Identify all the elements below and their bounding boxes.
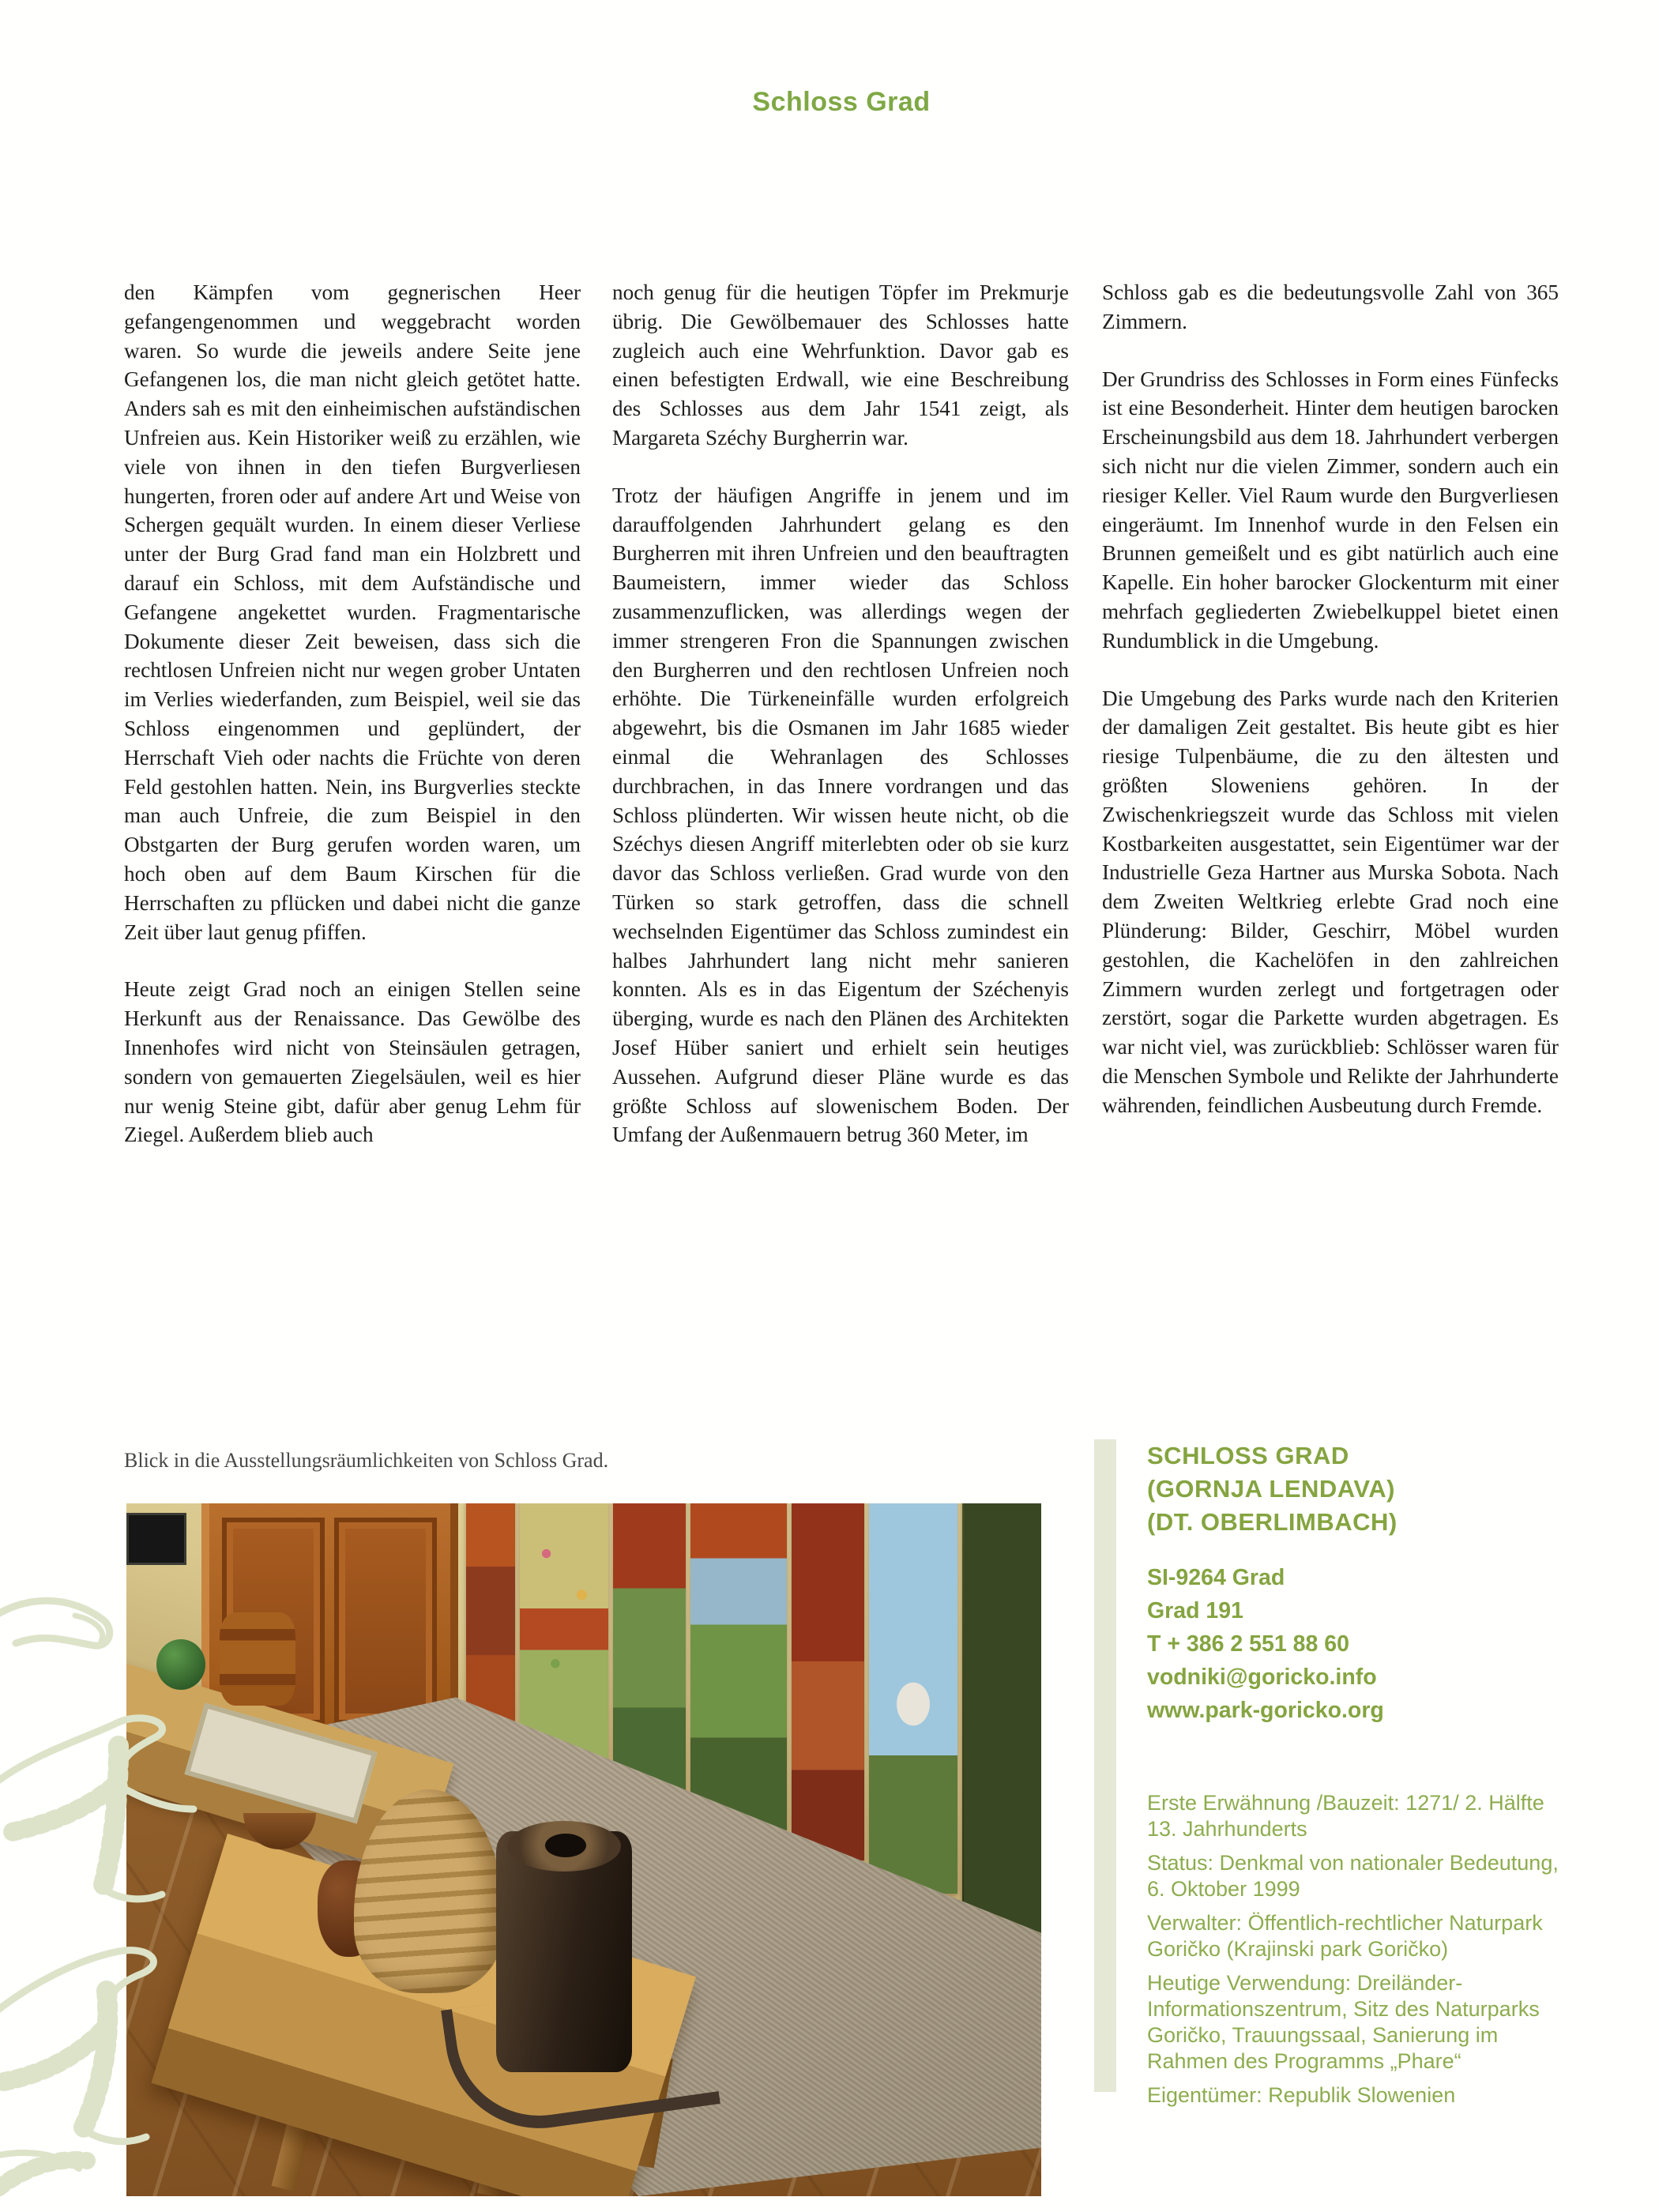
photo-smoker-opening [545, 1834, 586, 1857]
infobox-title-line: SCHLOSS GRAD [1147, 1442, 1349, 1469]
infobox-contacts [1147, 1561, 1601, 1727]
photo-tv-screen [126, 1513, 186, 1565]
infobox-title-line: (DT. OBERLIMBACH) [1147, 1508, 1398, 1536]
paragraph: Die Umgebung des Parks wurde nach den Kriterien der damaligen Zeit gestaltet. Bis heute gibt es hier riesige Tulpenbäume, die zu den ältesten und größten Sloweniens gehören. In der Zwischenkriegszeit wurde das Schloss mit vielen Kostbarkeiten ausgestattet, sein Eigentümer war der Industrielle Geza Hartner aus Murska Sobota. Nach dem Zweiten Weltkrieg erlebte Grad noch eine Plünderung: Bilder, Geschirr, Möbel wurden gestohlen, die Kachelöfen in den zahlreichen Zimmern wurden zerlegt und fortgetragen oder zerstört, sogar die Parkette wurden abgetragen. Es war nicht viel, was zurückblieb: Schlösser waren für die Menschen Symbole und Relikte der Jahrhunderte währenden, feindlichen Ausbeutung durch Fremde. [1102, 686, 1559, 1117]
exhibition-photo [126, 1503, 1041, 2196]
infobox-accent-bar [1094, 1439, 1116, 2092]
infobox-website: www.park-goricko.org [1147, 1698, 1384, 1723]
paragraph: Schloss gab es die bedeutungsvolle Zahl von 365 Zimmern. [1102, 280, 1559, 333]
infobox-title-line: (GORNJA LENDAVA) [1147, 1475, 1395, 1503]
infobox-detail-status: Status: Denkmal von nationaler Bedeutung, 6. Oktober 1999 [1147, 1851, 1559, 1901]
article-column-1 [124, 278, 581, 1149]
photo-panel [869, 1503, 957, 1894]
infobox-detail-administrator: Verwalter: Öffentlich-rechtlicher Naturpark Goričko (Krajinski park Goričko) [1147, 1911, 1543, 1961]
photo-barrel [220, 1612, 295, 1706]
margin-claw-sketch [0, 1691, 198, 1951]
infobox-detail-current-use: Heutige Verwendung: Dreiländer-Informationszentrum, Sitz des Naturparks Goričko, Trauungssaal, Sanierung im Rahmen des Programms „Phare“ [1147, 1971, 1540, 2073]
infobox-detail-owner: Eigentümer: Republik Slowenien [1147, 2083, 1456, 2107]
infobox-address-line: SI-9264 Grad [1147, 1565, 1285, 1590]
photo-door-leaf [334, 1518, 437, 1725]
photo-panel [613, 1503, 686, 1797]
paragraph: den Kämpfen vom gegnerischen Heer gefangengenommen und weggebracht worden waren. So wurde die jeweils andere Seite jene Gefangenen los, die man nicht gleich getötet hatte. Anders sah es mit den einheimischen aufständischen Unfreien aus. Kein Historiker weiß zu erzählen, wie viele von ihnen in den tiefen Burgverliesen hungerten, froren oder auf andere Art und Weise von Schergen gequält wurden. In einem dieser Verliese unter der Burg Grad fand man ein Holzbrett und darauf ein Schloss, mit dem Aufständische und Gefangene angekettet wurden. Fragmentarische Dokumente dieser Zeit beweisen, dass sich die rechtlosen Unfreien nicht nur wegen grober Untaten im Verlies wiederfanden, zum Beispiel, weil sie das Schloss eingenommen und geplündert, der Herrschaft Vieh oder nachts die Früchte von deren Feld gestohlen hatten. Nein, ins Burgverlies steckte man auch Unfreie, die zum Beispiel in den Obstgarten der Burg gerufen worden waren, um hoch oben auf dem Baum Kirschen für die Herrschaften zu pflücken und dabei nicht die ganze Zeit über laut genug pfiffen. [124, 280, 581, 944]
paragraph: Heute zeigt Grad noch an einigen Stellen seine Herkunft aus der Renaissance. Das Gewölbe des Innenhofes wird nicht von Steinsäulen getragen, sondern von gemauerten Ziegelsäulen, weil es hier nur wenig Steine gibt, dafür aber genug Lehm für Ziegel. Außerdem blieb auch [124, 977, 581, 1147]
article-column-2 [612, 278, 1069, 1149]
infobox-title [1147, 1439, 1601, 1539]
infobox-address-line: Grad 191 [1147, 1598, 1243, 1623]
infobox-details [1147, 1790, 1578, 2109]
infobox [1147, 1439, 1601, 2116]
margin-claw-sketch [0, 1576, 126, 1702]
photo-caption: Blick in die Ausstellungsräumlichkeiten von Schloss Grad. [124, 1449, 609, 1472]
page-title: Schloss Grad [752, 87, 931, 117]
paragraph: Trotz der häufigen Angriffe in jenem und im darauffolgenden Jahrhundert gelang es den Burgherren mit ihren Unfreien und den beauftragten Baumeistern, immer wieder das Schloss zusammenzuflicken, was allerdings wegen der immer strengeren Fron die Spannungen zwischen den Burgherren und den rechtlosen Unfreien noch erhöhte. Die Türkeneinfälle wurden erfolgreich abgewehrt, bis die Osmanen im Jahr 1685 wieder einmal die Wehranlagen des Schlosses durchbrachen, in das Innere vordrangen und das Schloss plünderten. Wir wissen heute nicht, ob die Széchys diesen Angriff miterlebten oder ob sie kurz davor das Schloss verließen. Grad wurde von den Türken so stark getroffen, dass die schnell wechselnden Eigentümer das Schloss zumindest ein halbes Jahrhundert lang nicht mehr sanieren konnten. Als es in das Eigentum der Széchenyis überging, wurde es nach den Plänen des Architekten Josef Hüber saniert und erhielt sein heutiges Aussehen. Aufgrund dieser Pläne wurde es das größte Schloss auf slowenischem Boden. Der Umfang der Außenmauern betrug 360 Meter, im [612, 483, 1069, 1147]
infobox-phone: T + 386 2 551 88 60 [1147, 1631, 1349, 1657]
photo-panel [792, 1503, 864, 1860]
margin-claw-sketch [0, 2125, 103, 2212]
photo-panel [690, 1503, 787, 1830]
infobox-detail-first-mention: Erste Erwähnung /Bauzeit: 1271/ 2. Hälfte 13. Jahrhunderts [1147, 1791, 1544, 1841]
photo-green-pot [156, 1639, 205, 1690]
infobox-email: vodniki@goricko.info [1147, 1665, 1377, 1690]
article-column-3 [1102, 278, 1559, 1120]
paragraph: Der Grundriss des Schlosses in Form eines Fünfecks ist eine Besonderheit. Hinter dem heutigen barocken Erscheinungsbild aus dem 18. Jahrhundert verbergen sich nicht nur die vielen Zimmer, sondern auch ein riesiger Keller. Viel Raum wurde den Burgverliesen eingeräumt. Im Innenhof wurde in den Felsen ein Brunnen gemeißelt und es gibt natürlich auch eine Kapelle. Ein hoher barocker Glockenturm mit einer mehrfach gegliederten Zwiebelkuppel bietet einen Rundumblick in die Umgebung. [1102, 367, 1559, 653]
paragraph: noch genug für die heutigen Töpfer im Prekmurje übrig. Die Gewölbemauer des Schlosses hatte zugleich auch eine Wehrfunktion. Davor gab es einen befestigten Erdwall, wie eine Beschreibung des Schlosses aus dem Jahr 1541 zeigt, als Margareta Széchy Burgherrin war. [612, 280, 1069, 450]
